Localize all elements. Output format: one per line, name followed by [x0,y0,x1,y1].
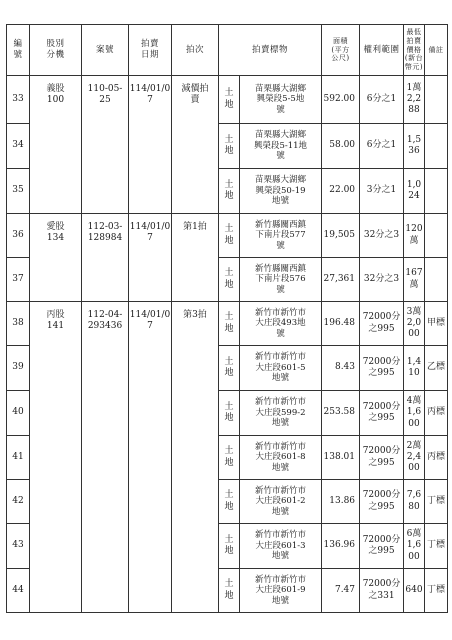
remarks [425,76,448,124]
area-value: 8.43 [322,346,360,391]
remarks: 乙標 [425,346,448,391]
auction-object: 苗栗縣大湖鄉 興榮段50-19 地號 [240,169,322,214]
remarks [425,258,448,302]
item-number: 35 [7,169,30,214]
rights-scope: 72000分 之995 [360,346,404,391]
auction-object: 新竹縣關西鎮 下南片段576 號 [240,258,322,302]
auction-date: 114/01/07 [129,302,172,613]
area-value: 22.00 [322,169,360,214]
header-min-price: 最低拍賣 價格 (新台幣元) [404,25,425,76]
item-number: 39 [7,346,30,391]
auction-object: 新竹市新竹市 大庄段601-2 地號 [240,480,322,524]
remarks: 丙標 [425,391,448,436]
remarks [425,214,448,258]
table-body [7,76,448,613]
auction-object: 新竹市新竹市 大庄段493地 號 [240,302,322,346]
table-row [7,76,448,124]
area-value: 592.00 [322,76,360,124]
land-type: 土 地 [219,258,240,302]
auction-table [6,24,448,613]
land-type: 土 地 [219,346,240,391]
header-number: 編 號 [7,25,30,76]
table-row [7,214,448,258]
header-round: 拍次 [172,25,219,76]
case-number: 112-04- 293436 [82,302,129,613]
rights-scope: 72000分 之995 [360,524,404,569]
rights-scope: 72000分 之995 [360,391,404,436]
case-number: 110-05- 25 [82,76,129,214]
area-value: 7.47 [322,569,360,613]
item-number: 42 [7,480,30,524]
land-type: 土 地 [219,124,240,169]
item-number: 44 [7,569,30,613]
item-number: 43 [7,524,30,569]
header-case-number: 案號 [82,25,129,76]
auction-round: 第1拍 [172,214,219,302]
auction-object: 新竹市新竹市 大庄段601-8 地號 [240,436,322,480]
rights-scope: 6分之1 [360,124,404,169]
department-extension: 愛股 134 [30,214,82,302]
rights-scope: 72000分 之995 [360,436,404,480]
remarks: 丙標 [425,436,448,480]
auction-object: 新竹市新竹市 大庄段601-3 地號 [240,524,322,569]
land-type: 土 地 [219,391,240,436]
item-number: 41 [7,436,30,480]
item-number: 34 [7,124,30,169]
rights-scope: 32分之3 [360,258,404,302]
rights-scope: 72000分 之995 [360,480,404,524]
department-extension: 丙股 141 [30,302,82,613]
min-price: 2萬2,400 [404,436,425,480]
auction-object: 苗栗縣大湖鄉 興榮段5-11地 號 [240,124,322,169]
min-price: 640 [404,569,425,613]
rights-scope: 6分之1 [360,76,404,124]
remarks: 丁標 [425,569,448,613]
land-type: 土 地 [219,569,240,613]
auction-date: 114/01/07 [129,214,172,302]
remarks: 甲標 [425,302,448,346]
auction-object: 新竹市新竹市 大庄段601-9 地號 [240,569,322,613]
min-price: 120萬 [404,214,425,258]
land-type: 土 地 [219,302,240,346]
auction-object: 新竹市新竹市 大庄段599-2 地號 [240,391,322,436]
header-area: 面積 (平方 公尺) [322,25,360,76]
auction-object: 苗栗縣大湖鄉 興榮段5-5地 號 [240,76,322,124]
item-number: 33 [7,76,30,124]
auction-round: 第3拍 [172,302,219,613]
case-number: 112-03- 128984 [82,214,129,302]
item-number: 37 [7,258,30,302]
land-type: 土 地 [219,480,240,524]
rights-scope: 72000分 之995 [360,302,404,346]
table-row [7,302,448,346]
area-value: 58.00 [322,124,360,169]
area-value: 136.96 [322,524,360,569]
header-auction-object: 拍賣標物 [219,25,322,76]
land-type: 土 地 [219,436,240,480]
area-value: 138.01 [322,436,360,480]
item-number: 38 [7,302,30,346]
header-auction-date: 拍賣 日期 [129,25,172,76]
area-value: 13.86 [322,480,360,524]
remarks: 丁標 [425,524,448,569]
rights-scope: 72000分 之331 [360,569,404,613]
rights-scope: 32分之3 [360,214,404,258]
auction-object: 新竹縣關西鎮 下南片段577 號 [240,214,322,258]
land-type: 土 地 [219,524,240,569]
min-price: 4萬1,600 [404,391,425,436]
min-price: 1,410 [404,346,425,391]
rights-scope: 3分之1 [360,169,404,214]
header-remarks: 備註 [425,25,448,76]
remarks [425,169,448,214]
min-price: 6萬1,600 [404,524,425,569]
header-rights-scope: 權利範圍 [360,25,404,76]
land-type: 土 地 [219,169,240,214]
min-price: 1,536 [404,124,425,169]
auction-round: 減價拍 賣 [172,76,219,214]
item-number: 40 [7,391,30,436]
department-extension: 義股 100 [30,76,82,214]
area-value: 253.58 [322,391,360,436]
area-value: 196.48 [322,302,360,346]
area-value: 27,361 [322,258,360,302]
min-price: 167萬 [404,258,425,302]
remarks: 丁標 [425,480,448,524]
item-number: 36 [7,214,30,258]
auction-date: 114/01/07 [129,76,172,214]
remarks [425,124,448,169]
min-price: 1,024 [404,169,425,214]
header-row [7,25,448,76]
header-department: 股別 分機 [30,25,82,76]
auction-object: 新竹市新竹市 大庄段601-5 地號 [240,346,322,391]
area-value: 19,505 [322,214,360,258]
land-type: 土 地 [219,214,240,258]
land-type: 土 地 [219,76,240,124]
min-price: 1萬2,288 [404,76,425,124]
min-price: 7,680 [404,480,425,524]
min-price: 3萬2,000 [404,302,425,346]
